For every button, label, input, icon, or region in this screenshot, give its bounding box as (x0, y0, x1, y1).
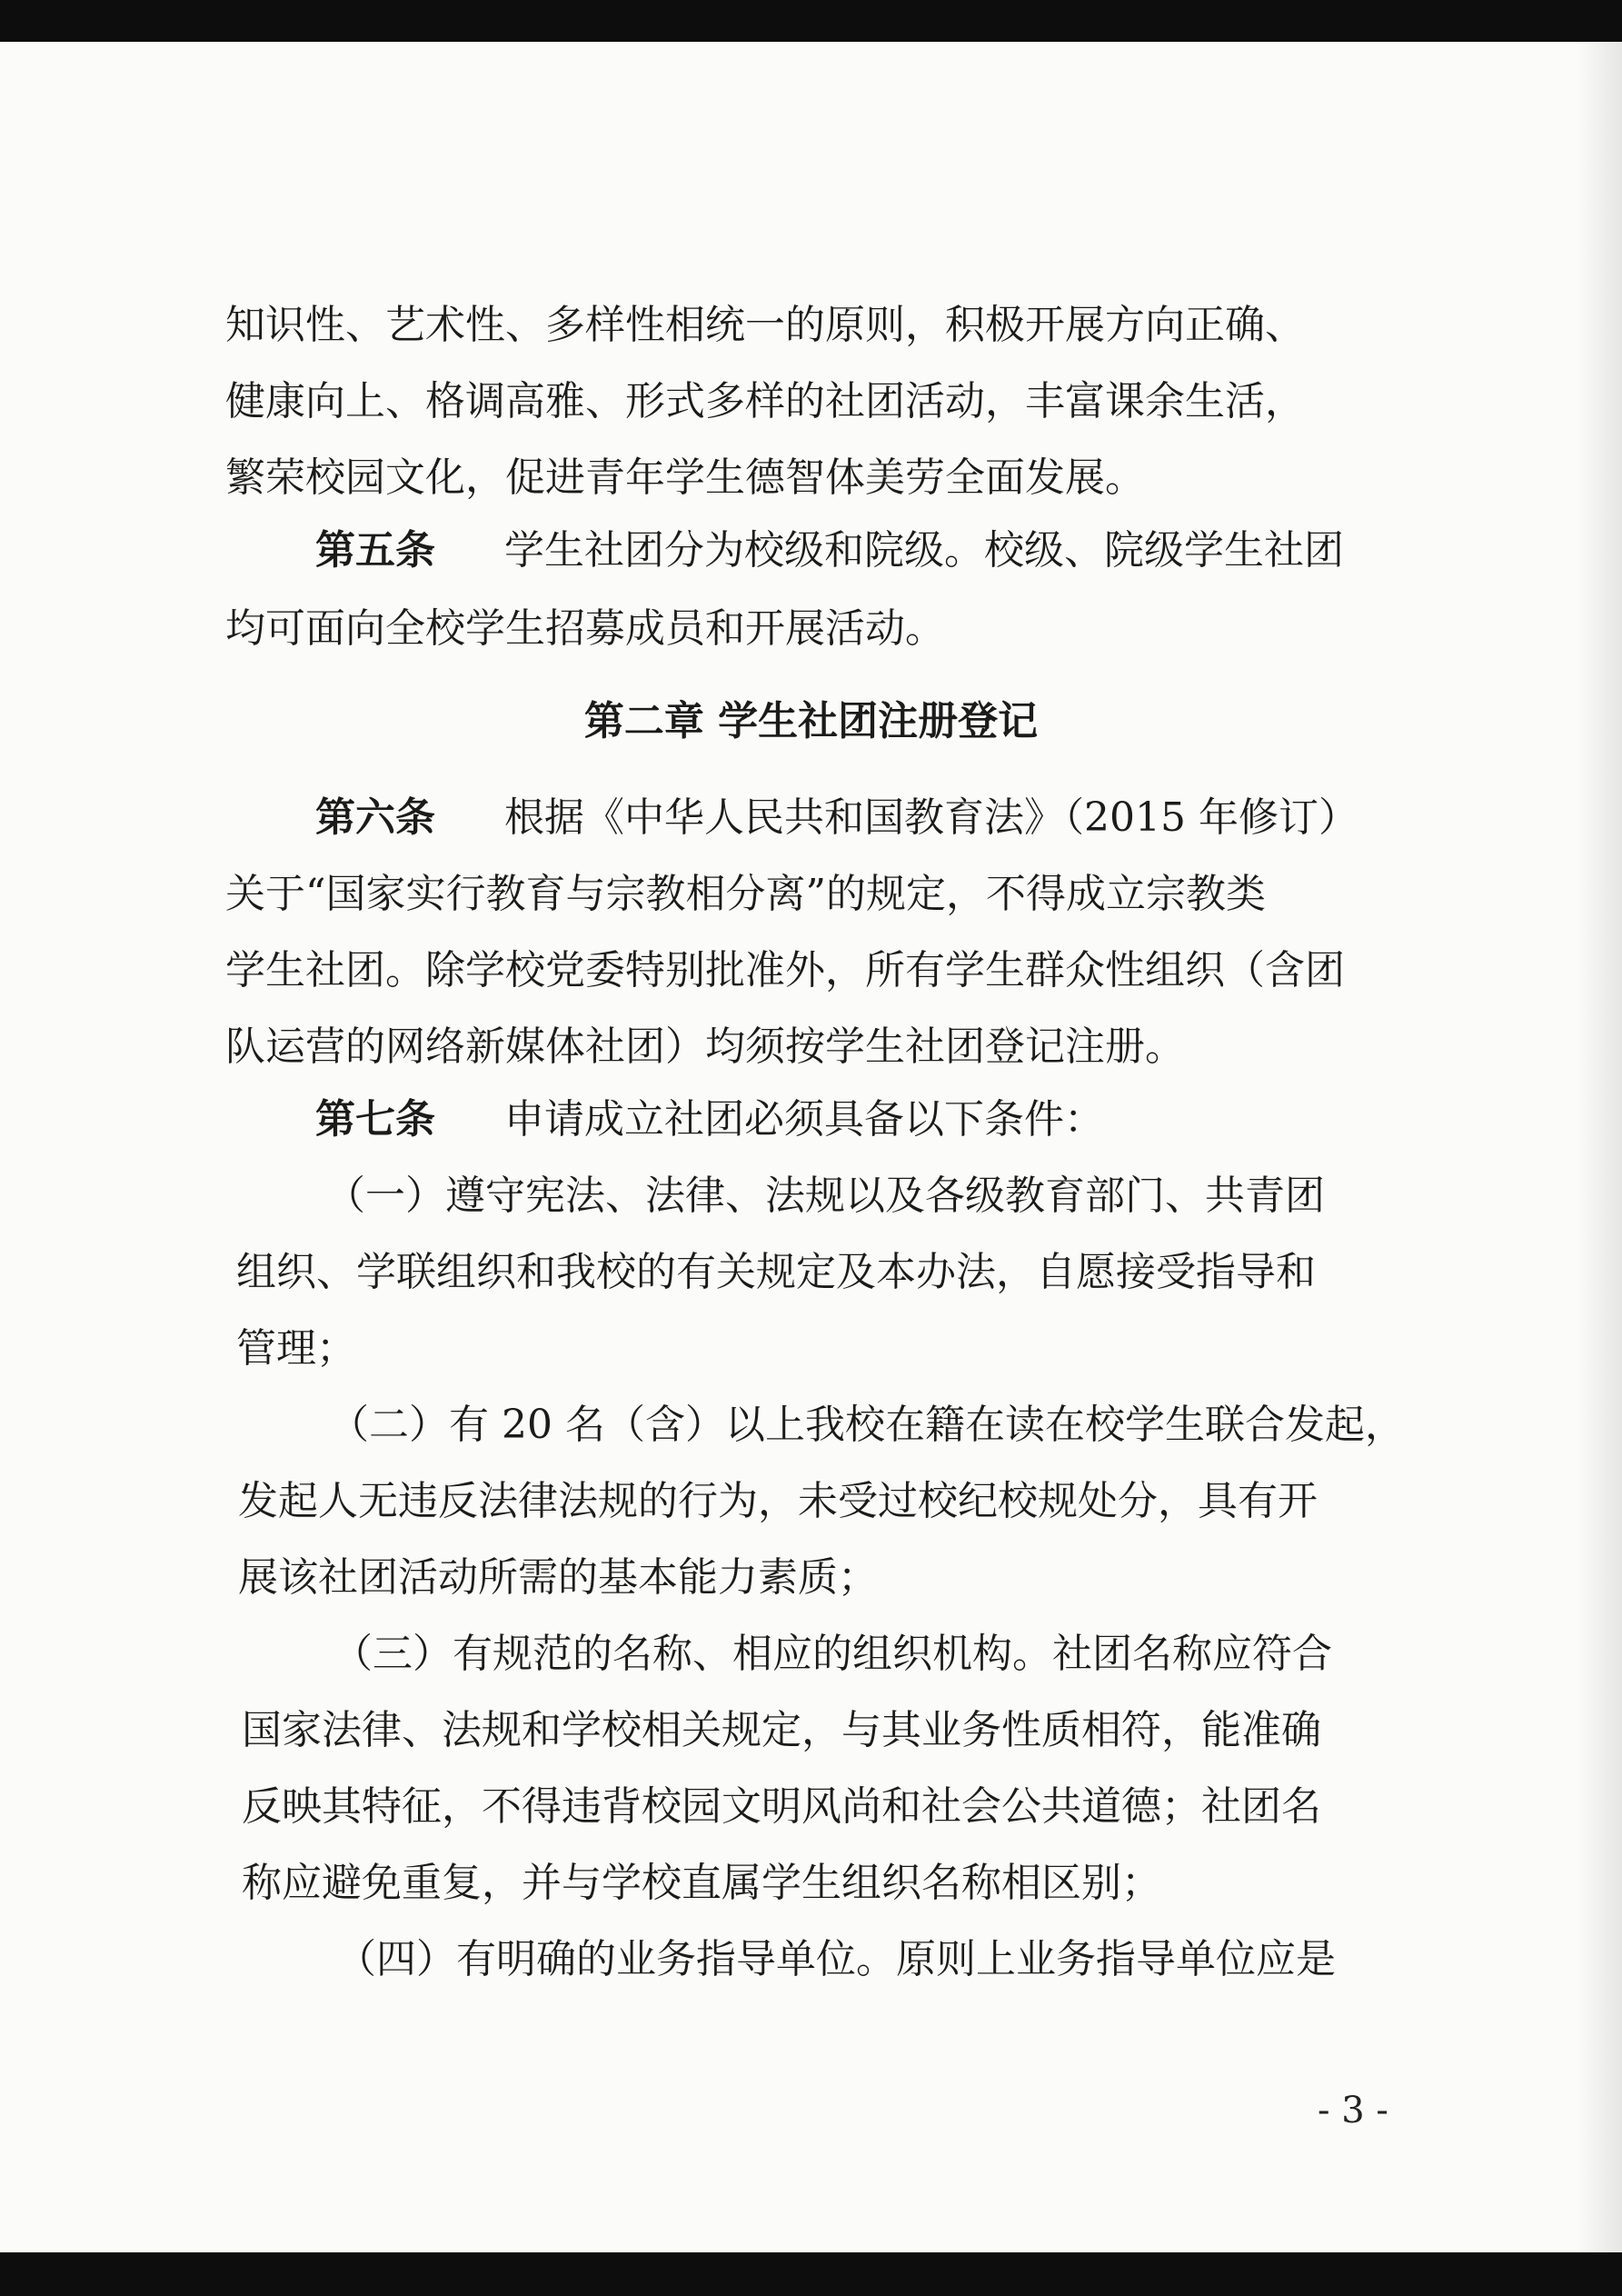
text-line: 反映其特征，不得违背校园文明风尚和社会公共道德；社团名 (242, 1783, 1321, 1830)
page-number: - 3 - (1318, 2090, 1388, 2131)
list-item-line: （四）有明确的业务指导单位。原则上业务指导单位应是 (336, 1936, 1336, 1982)
text-line: 称应避免重复，并与学校直属学生组织名称相区别； (242, 1860, 1161, 1906)
text-line: 均可面向全校学生招募成员和开展活动。 (225, 605, 945, 652)
text-line: 队运营的网络新媒体社团）均须按学生社团登记注册。 (225, 1023, 1185, 1070)
text-line: 发起人无违反法律法规的行为，未受过校纪校规处分，具有开 (238, 1478, 1318, 1524)
text-line: 繁荣校园文化，促进青年学生德智体美劳全面发展。 (225, 454, 1145, 501)
article-label: 第七条 (315, 1096, 435, 1143)
text-line: 关于“国家实行教育与宗教相分离”的规定，不得成立宗教类 (225, 871, 1266, 917)
article-text: 根据《中华人民共和国教育法》（2015 年修订） (504, 794, 1358, 841)
list-item-line: （一）遵守宪法、法律、法规以及各级教育部门、共青团 (325, 1173, 1325, 1219)
article-5-line (315, 524, 1344, 578)
article-6-line (315, 791, 1358, 845)
list-item-line: （三）有规范的名称、相应的组织机构。社团名称应符合 (333, 1631, 1332, 1677)
article-text: 申请成立社团必须具备以下条件： (504, 1096, 1104, 1143)
text-line: 健康向上、格调高雅、形式多样的社团活动，丰富课余生活， (225, 378, 1305, 424)
text-line: 知识性、艺术性、多样性相统一的原则，积极开展方向正确、 (225, 302, 1305, 348)
article-label: 第六条 (315, 794, 435, 841)
scan-bottom-border (0, 2252, 1622, 2296)
text-line: 展该社团活动所需的基本能力素质； (238, 1554, 878, 1601)
text-line: 管理； (236, 1325, 356, 1372)
article-text: 学生社团分为校级和院级。校级、院级学生社团 (504, 527, 1344, 574)
article-7-line (315, 1093, 1104, 1147)
text-line: 学生社团。除学校党委特别批准外，所有学生群众性组织（含团 (225, 947, 1345, 993)
text-line: 组织、学联组织和我校的有关规定及本办法，自愿接受指导和 (236, 1249, 1316, 1295)
chapter-heading: 第二章 学生社团注册登记 (583, 698, 1039, 744)
article-label: 第五条 (315, 527, 435, 574)
text-line: 国家法律、法规和学校相关规定，与其业务性质相符，能准确 (242, 1707, 1321, 1753)
scan-top-border (0, 0, 1622, 42)
list-item-line: （二）有 20 名（含）以上我校在籍在读在校学生联合发起， (329, 1402, 1405, 1448)
document-page (0, 42, 1622, 2252)
